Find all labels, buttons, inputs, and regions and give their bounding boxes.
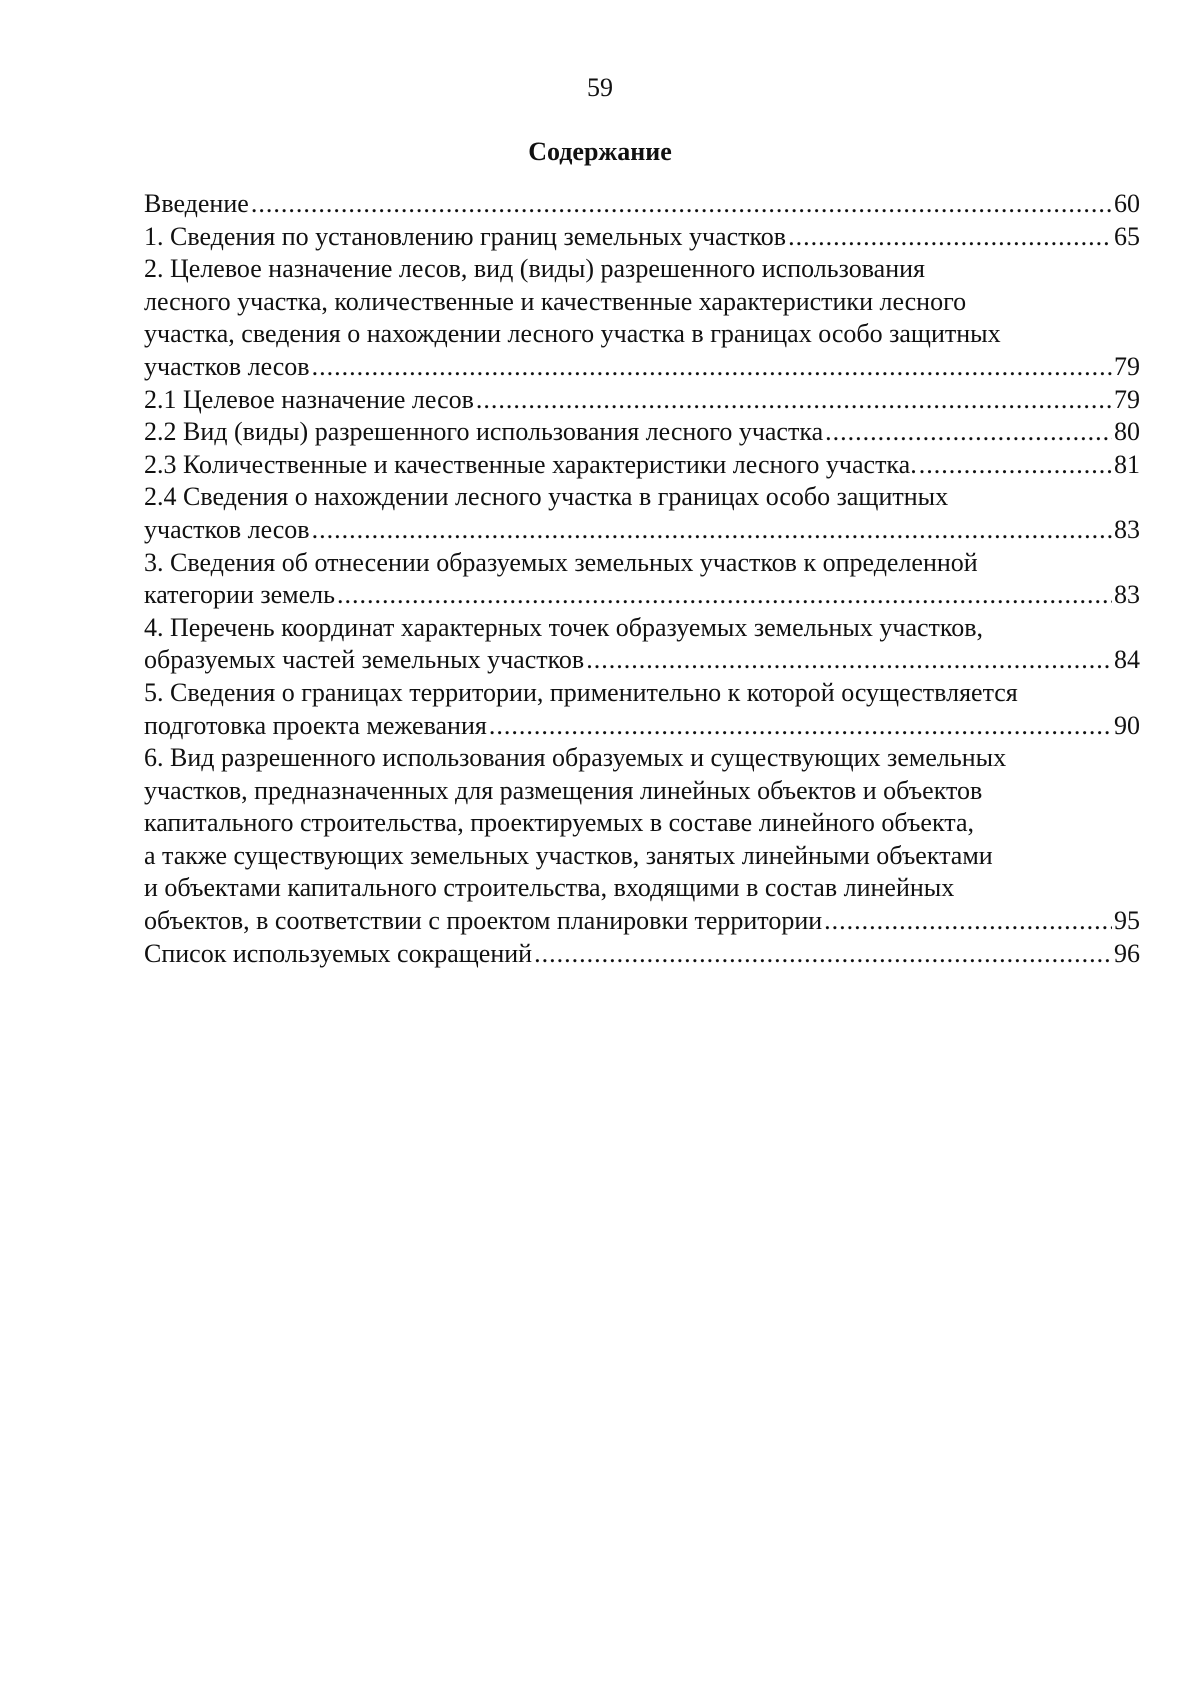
toc-entry-last-line bbox=[144, 514, 1140, 547]
toc-entry-line: капитального строительства, проектируемых в составе линейного объекта, bbox=[144, 808, 974, 838]
dot-leader bbox=[251, 188, 1112, 221]
toc-entry-line: и объектами капитального строительства, входящими в состав линейных bbox=[144, 873, 955, 903]
toc-entry-line: 2.1 Целевое назначение лесов bbox=[144, 384, 474, 414]
toc-entry-last-line bbox=[144, 188, 1140, 221]
toc-entry-last-line bbox=[144, 449, 1140, 482]
toc-entry[interactable] bbox=[144, 481, 1140, 546]
toc-entry[interactable] bbox=[144, 416, 1140, 449]
toc-entry-last-line bbox=[144, 221, 1140, 254]
toc-entry-page: 84 bbox=[1114, 645, 1140, 675]
toc-entry-line: Введение bbox=[144, 189, 249, 218]
toc-entry-line: 2. Целевое назначение лесов, вид (виды) разрешенного использования bbox=[144, 254, 926, 284]
toc-entry-page: 79 bbox=[1114, 384, 1140, 414]
dot-leader bbox=[337, 579, 1112, 612]
toc-entry-line: участков лесов bbox=[144, 351, 310, 381]
toc-entry-line: 2.2 Вид (виды) разрешенного использования лесного участка bbox=[144, 417, 824, 447]
toc-entry-line: а также существующих земельных участков, занятых линейными объектами bbox=[144, 840, 993, 870]
toc-entry-line: 3. Сведения об отнесении образуемых земельных участков к определенной bbox=[144, 547, 978, 577]
dot-leader bbox=[824, 905, 1112, 938]
toc-entry[interactable] bbox=[144, 938, 1140, 971]
toc-entry-line: 4. Перечень координат характерных точек образуемых земельных участков, bbox=[144, 612, 983, 642]
toc-entry-line: 1. Сведения по установлению границ земельных участков bbox=[144, 221, 787, 251]
dot-leader bbox=[312, 351, 1112, 384]
toc-entry[interactable] bbox=[144, 221, 1140, 254]
toc-entry-page: 90 bbox=[1114, 710, 1140, 740]
toc-entry[interactable] bbox=[144, 547, 1140, 612]
toc-entry-page: 79 bbox=[1114, 351, 1140, 381]
dot-leader bbox=[919, 449, 1112, 482]
table-of-contents bbox=[144, 188, 1140, 970]
toc-entry-line: лесного участка, количественные и качественные характеристики лесного bbox=[144, 286, 967, 316]
toc-entry[interactable] bbox=[144, 449, 1140, 482]
toc-entry-last-line bbox=[144, 644, 1140, 677]
toc-entry-line: подготовка проекта межевания bbox=[144, 710, 487, 740]
toc-entry-last-line bbox=[144, 351, 1140, 384]
toc-entry[interactable] bbox=[144, 253, 1140, 383]
toc-entry-last-line bbox=[144, 710, 1140, 743]
toc-entry[interactable] bbox=[144, 188, 1140, 221]
toc-entry-page: 83 bbox=[1114, 514, 1140, 544]
toc-entry[interactable] bbox=[144, 384, 1140, 417]
toc-entry-page: 81 bbox=[1114, 449, 1140, 479]
toc-entry-page: 60 bbox=[1114, 189, 1140, 218]
toc-entry-line: участка, сведения о нахождении лесного участка в границах особо защитных bbox=[144, 319, 1001, 349]
dot-leader bbox=[586, 644, 1112, 677]
toc-entry-page: 96 bbox=[1114, 938, 1140, 968]
toc-entry-last-line bbox=[144, 905, 1140, 938]
toc-entry-page: 95 bbox=[1114, 906, 1140, 936]
dot-leader bbox=[489, 710, 1112, 743]
toc-entry-line: 6. Вид разрешенного использования образуемых и существующих земельных bbox=[144, 743, 1007, 773]
toc-entry-page: 65 bbox=[1114, 221, 1140, 251]
toc-entry-line: объектов, в соответствии с проектом планировки территории bbox=[144, 906, 823, 936]
toc-entry[interactable] bbox=[144, 612, 1140, 677]
toc-entry-last-line bbox=[144, 579, 1140, 612]
toc-entry[interactable] bbox=[144, 742, 1140, 938]
toc-entry-line: категории земель bbox=[144, 580, 335, 610]
toc-entry-line: участков лесов bbox=[144, 514, 310, 544]
toc-entry-line: участков, предназначенных для размещения линейных объектов и объектов bbox=[144, 775, 983, 805]
toc-entry-page: 83 bbox=[1114, 580, 1140, 610]
page-number: 59 bbox=[587, 73, 613, 102]
toc-entry-line: Список используемых сокращений bbox=[144, 938, 533, 968]
dot-leader bbox=[534, 938, 1112, 971]
toc-entry-last-line bbox=[144, 938, 1140, 971]
dot-leader bbox=[825, 416, 1112, 449]
toc-entry[interactable] bbox=[144, 677, 1140, 742]
dot-leader bbox=[312, 514, 1112, 547]
toc-entry-page: 80 bbox=[1114, 417, 1140, 447]
toc-entry-line: 2.4 Сведения о нахождении лесного участка в границах особо защитных bbox=[144, 482, 949, 512]
dot-leader bbox=[476, 384, 1112, 417]
toc-entry-line: 5. Сведения о границах территории, применительно к которой осуществляется bbox=[144, 677, 1018, 707]
dot-leader bbox=[788, 221, 1112, 254]
toc-entry-last-line bbox=[144, 384, 1140, 417]
toc-entry-line: 2.3 Количественные и качественные характеристики лесного участка. bbox=[144, 449, 917, 479]
toc-title: Содержание bbox=[528, 137, 672, 166]
toc-entry-last-line bbox=[144, 416, 1140, 449]
toc-entry-line: образуемых частей земельных участков bbox=[144, 645, 585, 675]
